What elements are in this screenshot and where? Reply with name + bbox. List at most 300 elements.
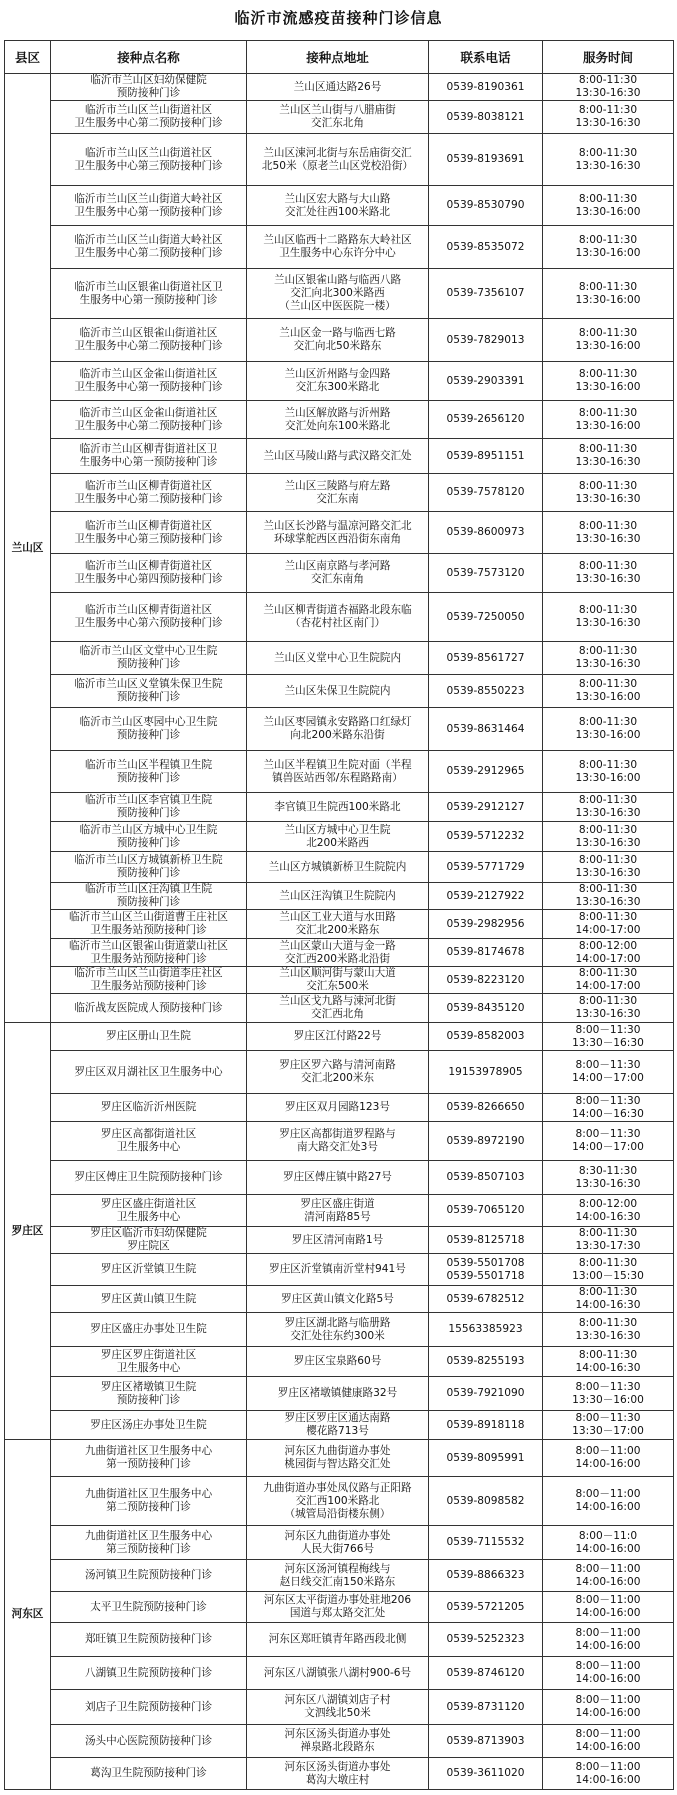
clinic-name-cell bbox=[51, 642, 247, 675]
table-row bbox=[5, 101, 674, 134]
service-hours-cell-line: 13:30-16:00 bbox=[575, 419, 641, 432]
clinic-address-cell-line: 环球掌舵西区西沿街东南角 bbox=[273, 532, 402, 545]
clinic-name-cell-line: 罗庄院区 bbox=[127, 1240, 170, 1252]
clinic-address-cell-line: 葛沟大墩庄村 bbox=[305, 1773, 370, 1786]
phone-cell bbox=[429, 593, 543, 642]
phone-cell bbox=[429, 1094, 543, 1122]
service-hours-cell bbox=[543, 1254, 674, 1286]
phone-cell bbox=[429, 1477, 543, 1526]
clinic-name-cell-line: 卫生服务站预防接种门诊 bbox=[90, 980, 207, 992]
table-row bbox=[5, 1377, 674, 1411]
clinic-address-cell-line: 交汇东南角 bbox=[311, 573, 364, 585]
clinic-name-cell-line: 临沂市兰山区柳青街道社区卫 bbox=[79, 443, 218, 455]
service-hours-cell-line: 13:00－15:30 bbox=[572, 1269, 644, 1282]
clinic-address-cell-line: 北50米（原老兰山区党校沿街） bbox=[261, 159, 414, 172]
service-hours-cell bbox=[543, 74, 674, 101]
clinic-address-cell-line: 兰山区南京路与孝河路 bbox=[284, 560, 391, 572]
service-hours-cell-line: 14:00-16:00 bbox=[575, 1607, 641, 1619]
phone-cell bbox=[429, 1623, 543, 1657]
clinic-name-cell bbox=[51, 1313, 247, 1347]
clinic-address-cell bbox=[247, 1023, 429, 1051]
clinic-name-cell-line: 罗庄区傅庄卫生院预防接种门诊 bbox=[74, 1171, 223, 1183]
clinic-name-cell bbox=[51, 1592, 247, 1623]
clinic-address-cell-line: 兰山区长沙路与温凉河路交汇北 bbox=[263, 519, 412, 532]
phone-cell-line: 19153978905 bbox=[448, 1065, 523, 1078]
clinic-address-cell bbox=[247, 512, 429, 554]
clinic-name-cell bbox=[51, 474, 247, 512]
clinic-name-cell-line: 卫生服务站预防接种门诊 bbox=[90, 924, 207, 936]
phone-cell bbox=[429, 967, 543, 994]
service-hours-cell-line: 13:30-16:30 bbox=[575, 1008, 641, 1020]
clinic-name-cell-line: 卫生服务中心第三预防接种门诊 bbox=[74, 532, 223, 545]
phone-cell bbox=[429, 910, 543, 939]
clinic-name-cell-line: 罗庄区汤庄办事处卫生院 bbox=[90, 1418, 207, 1431]
clinic-address-cell-line: （兰山区中医医院一楼） bbox=[279, 300, 396, 312]
clinic-address-cell bbox=[247, 1592, 429, 1623]
clinic-name-cell bbox=[51, 1758, 247, 1790]
clinic-name-cell bbox=[51, 1440, 247, 1477]
service-hours-cell-line: 8:00－11:30 bbox=[575, 1023, 641, 1036]
service-hours-cell-line: 13:30-16:00 bbox=[575, 293, 641, 306]
clinic-address-cell-line: （杏花村社区南门） bbox=[289, 617, 386, 629]
service-hours-cell-line: 8:00-11:30 bbox=[578, 883, 638, 895]
clinic-name-cell-line: 临沂市兰山区义堂镇朱保卫生院 bbox=[74, 678, 223, 690]
table-row bbox=[5, 1477, 674, 1526]
service-hours-cell bbox=[543, 1195, 674, 1227]
table-row bbox=[5, 883, 674, 910]
clinic-address-cell-line: （城管局沿街楼东侧） bbox=[284, 1507, 391, 1520]
service-hours-cell-line: 8:00-11:30 bbox=[578, 406, 638, 419]
clinic-name-cell bbox=[51, 593, 247, 642]
clinic-name-cell-line: 卫生服务站预防接种门诊 bbox=[90, 952, 207, 965]
clinic-address-cell-line: 兰山区涑河北街与东岳庙街交汇 bbox=[263, 146, 412, 159]
service-hours-cell-line: 8:00-11:30 bbox=[578, 519, 638, 532]
service-hours-cell-line: 8:00－11:30 bbox=[575, 1128, 641, 1140]
clinic-name-cell-line: 卫生服务中心 bbox=[116, 1361, 181, 1374]
clinic-address-cell-line: 兰山区银雀山路与临西八路 bbox=[273, 274, 402, 286]
table-row bbox=[5, 1161, 674, 1195]
service-hours-cell-line: 8:00-11:30 bbox=[578, 327, 638, 339]
clinic-address-cell-line: 交汇西200米路北沿街 bbox=[285, 952, 390, 965]
table-body bbox=[5, 74, 674, 1790]
service-hours-cell-line: 14:00-16:00 bbox=[575, 1458, 641, 1470]
table-row bbox=[5, 186, 674, 226]
clinic-address-cell bbox=[247, 474, 429, 512]
clinic-address-cell-line: 罗庄区江付路22号 bbox=[293, 1030, 382, 1042]
phone-cell-line: 0539-8125718 bbox=[446, 1233, 525, 1246]
service-hours-cell bbox=[543, 1440, 674, 1477]
clinic-address-cell-line: 兰山区蒙山大道与金一路 bbox=[279, 939, 396, 952]
phone-cell bbox=[429, 439, 543, 474]
clinic-address-cell-line: 交汇处往东约300米 bbox=[290, 1329, 385, 1342]
clinic-name-cell-line: 预防接种门诊 bbox=[116, 1393, 181, 1406]
clinic-address-cell-line: 罗庄区黄山镇文化路5号 bbox=[281, 1292, 394, 1305]
service-hours-cell-line: 13:30-16:00 bbox=[575, 340, 641, 352]
clinic-name-cell-line: 预防接种门诊 bbox=[116, 836, 181, 849]
phone-cell-line: 0539-7115532 bbox=[446, 1536, 525, 1548]
clinic-address-cell-line: 禅泉路北段路东 bbox=[300, 1741, 375, 1753]
clinic-name-cell bbox=[51, 1623, 247, 1657]
phone-cell-line: 0539-5712232 bbox=[446, 830, 525, 842]
phone-cell bbox=[429, 1347, 543, 1377]
service-hours-cell bbox=[543, 1560, 674, 1592]
clinic-address-cell-line: 罗庄区宝泉路60号 bbox=[293, 1355, 382, 1367]
service-hours-cell-line: 14:00-16:00 bbox=[575, 1707, 641, 1719]
service-hours-cell bbox=[543, 1690, 674, 1725]
service-hours-cell bbox=[543, 1657, 674, 1690]
phone-cell-line: 0539-7573120 bbox=[446, 566, 525, 579]
service-hours-cell-line: 13:30-16:00 bbox=[575, 381, 641, 393]
table-row bbox=[5, 1122, 674, 1161]
service-hours-cell-line: 8:00-11:30 bbox=[578, 716, 638, 728]
phone-cell bbox=[429, 269, 543, 319]
service-hours-cell-line: 8:00-11:30 bbox=[578, 192, 638, 205]
service-hours-cell bbox=[543, 554, 674, 593]
service-hours-cell-line: 13:30-16:30 bbox=[575, 87, 641, 99]
clinic-name-cell bbox=[51, 401, 247, 439]
phone-cell-line: 0539-8038121 bbox=[446, 110, 525, 123]
clinic-name-cell-line: 生服务中心第一预防接种门诊 bbox=[79, 293, 218, 306]
clinic-name-cell-line: 卫生服务中心第四预防接种门诊 bbox=[74, 573, 223, 585]
service-hours-cell-line: 8:00－11:00 bbox=[575, 1488, 641, 1500]
clinic-name-cell bbox=[51, 1411, 247, 1440]
phone-cell bbox=[429, 1411, 543, 1440]
service-hours-cell bbox=[543, 512, 674, 554]
service-hours-cell-line: 8:30-11:30 bbox=[578, 1164, 638, 1177]
clinic-name-cell-line: 临沂市兰山区半程镇卫生院 bbox=[84, 758, 213, 771]
clinic-name-cell bbox=[51, 74, 247, 101]
clinic-name-cell bbox=[51, 822, 247, 852]
clinic-address-cell-line: 兰山区方城镇新桥卫生院院内 bbox=[268, 860, 407, 873]
phone-cell-line: 0539-8435120 bbox=[446, 1001, 525, 1014]
clinic-address-cell bbox=[247, 269, 429, 319]
service-hours-cell bbox=[543, 883, 674, 910]
phone-cell bbox=[429, 1227, 543, 1254]
service-hours-cell-line: 14:00-16:00 bbox=[575, 1542, 641, 1555]
vaccination-clinic-table bbox=[4, 40, 674, 1790]
table-row bbox=[5, 1526, 674, 1560]
clinic-name-cell bbox=[51, 1690, 247, 1725]
clinic-name-cell bbox=[51, 1526, 247, 1560]
service-hours-cell bbox=[543, 708, 674, 751]
service-hours-cell bbox=[543, 1122, 674, 1161]
clinic-address-cell-line: 交汇处往西100米路北 bbox=[285, 205, 390, 218]
clinic-address-cell-line: 兰山区解放路与沂州路 bbox=[284, 406, 391, 419]
service-hours-cell-line: 13:30-16:30 bbox=[575, 807, 641, 819]
service-hours-cell bbox=[543, 134, 674, 186]
clinic-address-cell-line: 兰山区义堂中心卫生院院内 bbox=[273, 651, 402, 664]
clinic-name-cell bbox=[51, 967, 247, 994]
service-hours-cell-line: 13:30-16:30 bbox=[575, 836, 641, 849]
clinic-name-cell-line: 预防接种门诊 bbox=[116, 691, 181, 703]
table-row bbox=[5, 1286, 674, 1313]
clinic-name-cell-line: 卫生服务中心第二预防接种门诊 bbox=[74, 117, 223, 129]
table-row bbox=[5, 593, 674, 642]
clinic-address-cell-line: 交汇东500米 bbox=[306, 980, 369, 992]
clinic-address-cell bbox=[247, 1690, 429, 1725]
phone-cell-line: 0539-8507103 bbox=[446, 1171, 525, 1183]
phone-cell bbox=[429, 708, 543, 751]
clinic-address-cell bbox=[247, 1195, 429, 1227]
clinic-address-cell-line: 罗庄区傅庄镇中路27号 bbox=[283, 1171, 392, 1183]
phone-cell-line: 15563385923 bbox=[448, 1323, 523, 1335]
phone-cell-line: 0539-8951151 bbox=[446, 449, 525, 462]
table-row bbox=[5, 1440, 674, 1477]
clinic-address-cell-line: 罗庄区清河南路1号 bbox=[291, 1233, 384, 1246]
clinic-name-cell-line: 九曲街道社区卫生服务中心 bbox=[84, 1488, 213, 1500]
service-hours-cell-line: 8:00－11:00 bbox=[575, 1728, 641, 1740]
clinic-address-cell-line: 李官镇卫生院西100米路北 bbox=[274, 800, 401, 813]
clinic-address-cell bbox=[247, 1122, 429, 1161]
clinic-name-cell-line: 临沂市兰山区柳青街道社区 bbox=[84, 560, 213, 572]
phone-cell bbox=[429, 793, 543, 822]
service-hours-cell-line: 13:30-17:30 bbox=[575, 1240, 641, 1252]
phone-cell bbox=[429, 1051, 543, 1094]
clinic-address-cell-line: 兰山区宏大路与大山路 bbox=[284, 192, 391, 205]
service-hours-cell-line: 13:30-16:30 bbox=[575, 159, 641, 172]
clinic-address-cell-line: 人民大街766号 bbox=[300, 1542, 375, 1555]
phone-cell-line: 0539-8631464 bbox=[446, 722, 525, 735]
service-hours-cell-line: 8:00-11:30 bbox=[578, 368, 638, 380]
service-hours-cell bbox=[543, 1161, 674, 1195]
clinic-address-cell bbox=[247, 1526, 429, 1560]
clinic-address-cell bbox=[247, 852, 429, 883]
clinic-name-cell-line: 罗庄区双月湖社区卫生服务中心 bbox=[74, 1065, 223, 1078]
clinic-address-cell-line: 兰山区汪沟镇卫生院院内 bbox=[279, 889, 396, 902]
phone-cell bbox=[429, 1377, 543, 1411]
service-hours-cell-line: 8:00－11:00 bbox=[575, 1694, 641, 1706]
header-county: 县区 bbox=[5, 41, 51, 74]
clinic-name-cell-line: 罗庄区临沂市妇幼保健院 bbox=[90, 1227, 207, 1239]
clinic-name-cell bbox=[51, 439, 247, 474]
clinic-address-cell-line: 兰山区兰山街与八腊庙街 bbox=[279, 104, 396, 116]
clinic-name-cell-line: 临沂市兰山区兰山街道社区 bbox=[84, 146, 213, 159]
phone-cell bbox=[429, 512, 543, 554]
clinic-address-cell-line: 九曲街道办事处凤仪路与正阳路 bbox=[263, 1481, 412, 1494]
service-hours-cell-line: 13:30-16:30 bbox=[575, 1329, 641, 1342]
service-hours-cell bbox=[543, 439, 674, 474]
clinic-name-cell-line: 罗庄区褚墩镇卫生院 bbox=[100, 1380, 197, 1393]
service-hours-cell bbox=[543, 186, 674, 226]
clinic-address-cell-line: 罗庄区高都街道罗程路与 bbox=[279, 1128, 396, 1140]
clinic-address-cell-line: 罗庄区罗六路与清河南路 bbox=[279, 1059, 396, 1071]
clinic-name-cell-line: 临沂市兰山区妇幼保健院 bbox=[90, 74, 207, 86]
table-row bbox=[5, 852, 674, 883]
clinic-name-cell-line: 临沂市兰山区兰山街道社区 bbox=[84, 104, 213, 116]
clinic-address-cell-line: 交汇西100米路北 bbox=[295, 1494, 380, 1507]
table-row bbox=[5, 751, 674, 793]
clinic-name-cell bbox=[51, 1377, 247, 1411]
clinic-address-cell bbox=[247, 994, 429, 1023]
clinic-name-cell-line: 罗庄区盛庄街道社区 bbox=[100, 1197, 197, 1210]
clinic-address-cell bbox=[247, 1377, 429, 1411]
clinic-address-cell bbox=[247, 822, 429, 852]
service-hours-cell-line: 8:00-11:30 bbox=[578, 1256, 638, 1269]
clinic-name-cell bbox=[51, 939, 247, 967]
clinic-address-cell bbox=[247, 939, 429, 967]
clinic-address-cell bbox=[247, 1623, 429, 1657]
clinic-name-cell-line: 郑旺镇卫生院预防接种门诊 bbox=[84, 1633, 213, 1645]
clinic-name-cell-line: 临沂市兰山区柳青街道社区 bbox=[84, 604, 213, 616]
clinic-address-cell-line: 兰山区方城中心卫生院 bbox=[284, 823, 391, 836]
clinic-name-cell-line: 八湖镇卫生院预防接种门诊 bbox=[84, 1666, 213, 1679]
service-hours-cell bbox=[543, 822, 674, 852]
service-hours-cell-line: 13:30-16:30 bbox=[575, 456, 641, 468]
table-row bbox=[5, 319, 674, 362]
clinic-address-cell bbox=[247, 967, 429, 994]
phone-cell-line: 0539-8550223 bbox=[446, 684, 525, 697]
service-hours-cell-line: 8:00-11:30 bbox=[578, 146, 638, 159]
service-hours-cell-line: 14:00-16:00 bbox=[575, 1575, 641, 1588]
clinic-address-cell-line: 镇兽医站西邻/东程路路南） bbox=[272, 771, 403, 784]
clinic-name-cell bbox=[51, 1122, 247, 1161]
clinic-name-cell bbox=[51, 512, 247, 554]
service-hours-cell bbox=[543, 1592, 674, 1623]
clinic-address-cell-line: 兰山区工业大道与水田路 bbox=[279, 911, 396, 923]
phone-cell-line: 0539-6782512 bbox=[446, 1292, 525, 1305]
service-hours-cell-line: 13:30－17:00 bbox=[572, 1425, 644, 1437]
clinic-address-cell-line: 罗庄区褚墩镇健康路32号 bbox=[277, 1387, 398, 1399]
clinic-name-cell-line: 太平卫生院预防接种门诊 bbox=[90, 1600, 207, 1613]
clinic-name-cell-line: 九曲街道社区卫生服务中心 bbox=[84, 1445, 213, 1457]
clinic-name-cell-line: 预防接种门诊 bbox=[116, 807, 181, 819]
phone-cell bbox=[429, 401, 543, 439]
clinic-address-cell-line: 清河南路85号 bbox=[304, 1210, 371, 1223]
table-row bbox=[5, 554, 674, 593]
phone-cell-line: 0539-5501718 bbox=[446, 1269, 525, 1282]
service-hours-cell-line: 8:00-11:30 bbox=[578, 967, 638, 979]
table-row bbox=[5, 1657, 674, 1690]
clinic-address-cell-line: 罗庄区湖北路与临册路 bbox=[284, 1316, 391, 1329]
phone-cell-line: 0539-2903391 bbox=[446, 374, 525, 387]
service-hours-cell-line: 8:00-11:30 bbox=[578, 794, 638, 806]
clinic-name-cell-line: 生服务中心第一预防接种门诊 bbox=[79, 456, 218, 468]
table-row bbox=[5, 226, 674, 269]
service-hours-cell-line: 13:30-16:00 bbox=[575, 729, 641, 741]
phone-cell-line: 0539-5771729 bbox=[446, 860, 525, 873]
service-hours-cell-line: 8:00-12:00 bbox=[578, 939, 638, 952]
clinic-address-cell-line: 交汇东北角 bbox=[311, 117, 364, 129]
phone-cell-line: 0539-3611020 bbox=[446, 1767, 525, 1779]
phone-cell bbox=[429, 1254, 543, 1286]
clinic-name-cell-line: 临沂市兰山区柳青街道社区 bbox=[84, 519, 213, 532]
phone-cell-line: 0539-8582003 bbox=[446, 1030, 525, 1042]
phone-cell bbox=[429, 1313, 543, 1347]
table-row bbox=[5, 1227, 674, 1254]
service-hours-cell-line: 8:00-11:30 bbox=[578, 823, 638, 836]
table-row bbox=[5, 362, 674, 401]
clinic-address-cell bbox=[247, 642, 429, 675]
clinic-address-cell-line: 兰山区通达路26号 bbox=[293, 80, 382, 93]
phone-cell bbox=[429, 1023, 543, 1051]
service-hours-cell-line: 14:00－16:30 bbox=[572, 1107, 644, 1120]
phone-cell-line: 0539-8098582 bbox=[446, 1494, 525, 1507]
clinic-name-cell bbox=[51, 226, 247, 269]
clinic-address-cell-line: 文泗线北50米 bbox=[304, 1707, 371, 1719]
phone-cell-line: 0539-7578120 bbox=[446, 486, 525, 498]
table-row bbox=[5, 675, 674, 708]
clinic-address-cell bbox=[247, 1254, 429, 1286]
service-hours-cell-line: 8:00-11:30 bbox=[578, 645, 638, 657]
service-hours-cell-line: 8:00－11:0 bbox=[578, 1529, 638, 1542]
clinic-name-cell bbox=[51, 554, 247, 593]
phone-cell bbox=[429, 1657, 543, 1690]
clinic-address-cell-line: 河东区八湖镇刘店子村 bbox=[284, 1694, 391, 1706]
clinic-name-cell-line: 罗庄区盛庄办事处卫生院 bbox=[90, 1323, 207, 1335]
clinic-address-cell bbox=[247, 1347, 429, 1377]
clinic-address-cell-line: 河东区汤河镇程梅线与 bbox=[284, 1562, 391, 1575]
clinic-address-cell bbox=[247, 1161, 429, 1195]
clinic-name-cell bbox=[51, 751, 247, 793]
service-hours-cell-line: 8:00-11:30 bbox=[578, 443, 638, 455]
phone-cell bbox=[429, 226, 543, 269]
clinic-address-cell bbox=[247, 593, 429, 642]
service-hours-cell-line: 14:00-16:00 bbox=[575, 1501, 641, 1513]
service-hours-cell-line: 8:00-11:30 bbox=[578, 104, 638, 116]
clinic-name-cell-line: 九曲街道社区卫生服务中心 bbox=[84, 1529, 213, 1542]
clinic-address-cell-line: 桃园街与智达路交汇处 bbox=[284, 1458, 391, 1470]
clinic-name-cell-line: 预防接种门诊 bbox=[116, 729, 181, 741]
clinic-name-cell-line: 临沂战友医院成人预防接种门诊 bbox=[74, 1001, 223, 1014]
service-hours-cell bbox=[543, 939, 674, 967]
clinic-address-cell-line: 兰山区戈九路与涑河北街 bbox=[279, 995, 396, 1007]
clinic-address-cell bbox=[247, 1227, 429, 1254]
clinic-name-cell-line: 临沂市兰山区兰山街道曹王庄社区 bbox=[69, 911, 228, 923]
service-hours-cell-line: 8:00－11:00 bbox=[575, 1562, 641, 1575]
clinic-name-cell-line: 第一预防接种门诊 bbox=[106, 1458, 191, 1470]
clinic-name-cell-line: 临沂市兰山区汪沟镇卫生院 bbox=[84, 883, 213, 895]
clinic-address-cell bbox=[247, 675, 429, 708]
phone-cell-line: 0539-2912965 bbox=[446, 765, 525, 777]
clinic-name-cell-line: 罗庄区高都街道社区 bbox=[100, 1128, 197, 1140]
clinic-name-cell bbox=[51, 1560, 247, 1592]
page-title: 临沂市流感疫苗接种门诊信息 bbox=[234, 8, 443, 27]
clinic-address-cell bbox=[247, 362, 429, 401]
clinic-address-cell bbox=[247, 134, 429, 186]
table-row bbox=[5, 1411, 674, 1440]
table-row bbox=[5, 74, 674, 101]
clinic-address-cell bbox=[247, 319, 429, 362]
clinic-address-cell-line: 南大路交汇处3号 bbox=[297, 1141, 378, 1153]
clinic-address-cell bbox=[247, 1051, 429, 1094]
clinic-address-cell bbox=[247, 1560, 429, 1592]
phone-cell-line: 0539-8972190 bbox=[446, 1134, 525, 1147]
clinic-name-cell bbox=[51, 1657, 247, 1690]
table-row bbox=[5, 642, 674, 675]
phone-cell bbox=[429, 1161, 543, 1195]
clinic-name-cell bbox=[51, 793, 247, 822]
phone-cell bbox=[429, 1440, 543, 1477]
service-hours-cell bbox=[543, 401, 674, 439]
service-hours-cell bbox=[543, 1411, 674, 1440]
service-hours-cell bbox=[543, 910, 674, 939]
clinic-address-cell bbox=[247, 439, 429, 474]
county-cell: 罗庄区 bbox=[5, 1023, 51, 1440]
clinic-name-cell-line: 卫生服务中心第三预防接种门诊 bbox=[74, 159, 223, 172]
service-hours-cell-line: 8:00-11:30 bbox=[578, 1227, 638, 1239]
clinic-address-cell-line: 罗庄区沂堂镇南沂堂村941号 bbox=[269, 1263, 406, 1275]
clinic-name-cell-line: 临沂市兰山区银雀山街道社区卫 bbox=[74, 280, 223, 293]
service-hours-cell-line: 8:00－11:00 bbox=[575, 1445, 641, 1457]
clinic-address-cell-line: 交汇东300米路北 bbox=[295, 381, 380, 393]
service-hours-cell-line: 8:00－11:00 bbox=[575, 1594, 641, 1606]
clinic-name-cell-line: 预防接种门诊 bbox=[116, 867, 181, 879]
service-hours-cell-line: 8:00-11:30 bbox=[578, 911, 638, 923]
phone-cell bbox=[429, 554, 543, 593]
phone-cell bbox=[429, 675, 543, 708]
clinic-name-cell bbox=[51, 186, 247, 226]
clinic-address-cell-line: 河东区汤头街道办事处 bbox=[284, 1760, 391, 1773]
